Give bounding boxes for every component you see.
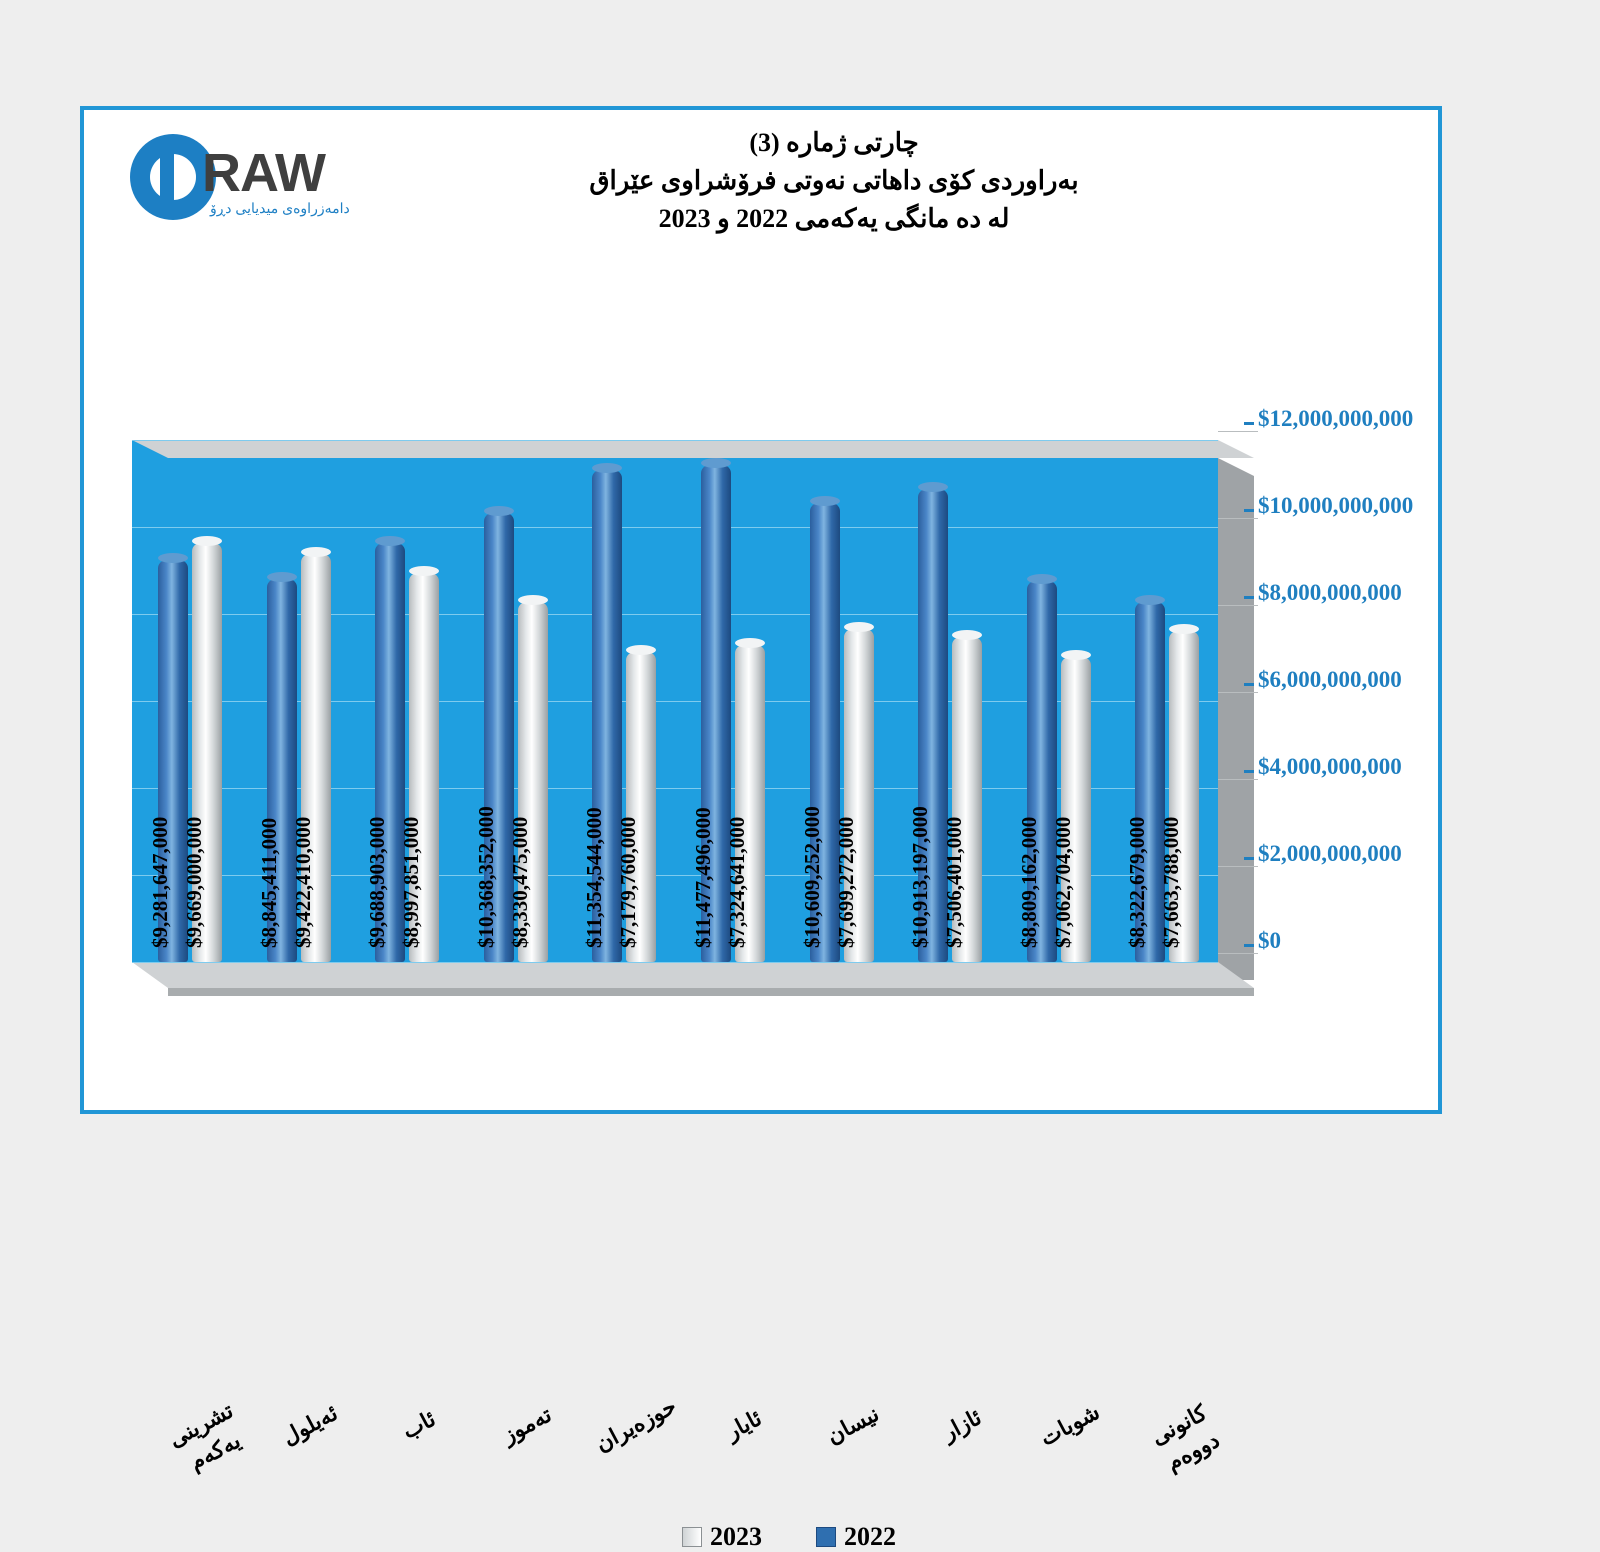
x-axis-label: ئازار: [937, 1404, 985, 1446]
x-axis-label: ئایار: [722, 1405, 766, 1445]
x-axis-label: تەموز: [498, 1401, 556, 1448]
logo-tagline: دامەزراوەی میدیایی دڕۆ: [210, 200, 350, 216]
y-axis: [1258, 406, 1478, 1002]
y-axis-tick-mark: [1244, 422, 1254, 425]
chart-legend: [108, 1522, 1470, 1552]
bar-group: [1011, 432, 1120, 996]
bar-2023[interactable]: [942, 635, 982, 962]
bar-value-label: $7,663,788,000: [1159, 816, 1184, 948]
legend-swatch-2022-icon: [816, 1527, 836, 1547]
x-axis-label: ئاب: [397, 1405, 439, 1444]
bar-value-label: $9,669,000,000: [182, 816, 206, 948]
y-axis-tick-mark: [1244, 770, 1254, 773]
bar-group: [794, 432, 903, 996]
x-axis-label: تشرینی یەکەم: [164, 1397, 245, 1475]
bar-2023[interactable]: [616, 650, 656, 962]
chart-title: [384, 124, 1284, 238]
bar-cap: [1061, 650, 1091, 660]
y-axis-tick-label: $6,000,000,000: [1258, 667, 1402, 692]
y-axis-tick-mark: [1244, 509, 1254, 512]
bar-cap: [1027, 574, 1057, 584]
bar-value-label: $9,688,903,000: [365, 816, 390, 948]
bar-value-label: $7,324,641,000: [725, 816, 749, 948]
y-axis-tick-label: $10,000,000,000: [1258, 493, 1414, 518]
bar-series-container: [108, 432, 1254, 996]
legend-swatch-2023-icon: [682, 1527, 702, 1547]
bar-2023[interactable]: [399, 571, 439, 962]
bar-2023[interactable]: [833, 627, 874, 962]
bar-value-label: $9,281,647,000: [148, 816, 172, 948]
x-axis-label: کانونی دووەم: [1146, 1399, 1224, 1476]
y-axis-tick-mark: [1244, 944, 1254, 947]
legend-item-2022: [816, 1522, 896, 1552]
x-axis-label: ئەیلول: [277, 1399, 342, 1450]
bar-cap: [409, 566, 439, 576]
bar-cap: [301, 547, 331, 557]
bar-value-label: $7,062,704,000: [1050, 816, 1075, 948]
bar-cap: [701, 458, 731, 468]
bar-2023[interactable]: [1159, 629, 1199, 962]
y-axis-tick-label: $8,000,000,000: [1258, 580, 1402, 605]
bar-value-label: $10,913,197,000: [908, 806, 933, 948]
logo-wordmark: RAW: [202, 143, 325, 203]
y-axis-tick-mark: [1244, 857, 1254, 860]
bar-cap: [626, 645, 656, 655]
bar-group: [1119, 432, 1228, 996]
bar-cap: [810, 496, 840, 506]
y-axis-tick-mark: [1244, 596, 1254, 599]
chart-frame: [80, 106, 1442, 1551]
y-axis-tick-label: $4,000,000,000: [1258, 754, 1402, 779]
y-axis-tick-mark: [1244, 683, 1254, 686]
x-axis-category-labels: [108, 1393, 1428, 1532]
legend-item-2023: [682, 1522, 762, 1552]
bar-cap: [844, 622, 874, 632]
bar-value-label: $7,179,760,000: [616, 816, 641, 948]
chart-title-line3: لە دە مانگی یەکەمی 2022 و 2023: [658, 204, 1010, 233]
legend-label-2022: 2022: [844, 1522, 896, 1551]
bar-group: [902, 432, 1011, 996]
bar-cap: [1169, 624, 1199, 634]
bar-cap: [375, 536, 405, 546]
bar-group: [142, 432, 251, 996]
chart-title-line2: بەراوردی کۆی داهاتی نەوتی فرۆشراوی عێراق: [589, 166, 1079, 195]
bar-value-label: $8,997,851,000: [399, 816, 424, 948]
bar-value-label: $11,354,544,000: [582, 807, 607, 948]
bar-2023[interactable]: [182, 541, 222, 962]
bar-value-label: $10,368,352,000: [473, 806, 498, 948]
bar-value-label: $8,845,411,000: [256, 817, 281, 948]
bar-group: [359, 432, 468, 996]
y-axis-tick-label: $12,000,000,000: [1258, 406, 1414, 431]
chart-title-line1: چارتی ژمارە (3): [749, 128, 919, 157]
bar-cap: [518, 595, 548, 605]
bar-value-label: $11,477,496,000: [691, 807, 715, 948]
bar-group: [251, 432, 360, 996]
bar-cap: [484, 506, 514, 516]
y-axis-tick-label: $0: [1258, 928, 1281, 953]
bar-value-label: $9,422,410,000: [290, 816, 315, 948]
bar-2023[interactable]: [290, 552, 331, 962]
x-axis-label: نیسان: [822, 1400, 883, 1449]
bar-group: [576, 432, 685, 996]
y-axis-tick-label: $2,000,000,000: [1258, 841, 1402, 866]
x-axis-label: حوزەیران: [590, 1393, 681, 1457]
bar-value-label: $7,506,401,000: [942, 816, 967, 948]
bar-group: [468, 432, 577, 996]
bar-group: [685, 432, 794, 996]
bar-value-label: $10,609,252,000: [799, 806, 824, 948]
draw-media-logo: [124, 128, 384, 228]
bar-value-label: $8,322,679,000: [1125, 816, 1150, 948]
bar-value-label: $8,809,162,000: [1016, 816, 1041, 948]
x-axis-label: شوبات: [1036, 1398, 1104, 1451]
bar-2023[interactable]: [507, 600, 548, 962]
bar-value-label: $8,330,475,000: [507, 816, 532, 948]
bar-2023[interactable]: [1050, 655, 1091, 962]
plot-area: [108, 406, 1428, 1551]
legend-label-2023: 2023: [710, 1522, 762, 1551]
bar-value-label: $7,699,272,000: [833, 816, 858, 948]
logo-d-bar-icon: [160, 148, 174, 206]
bar-2023[interactable]: [725, 643, 765, 962]
